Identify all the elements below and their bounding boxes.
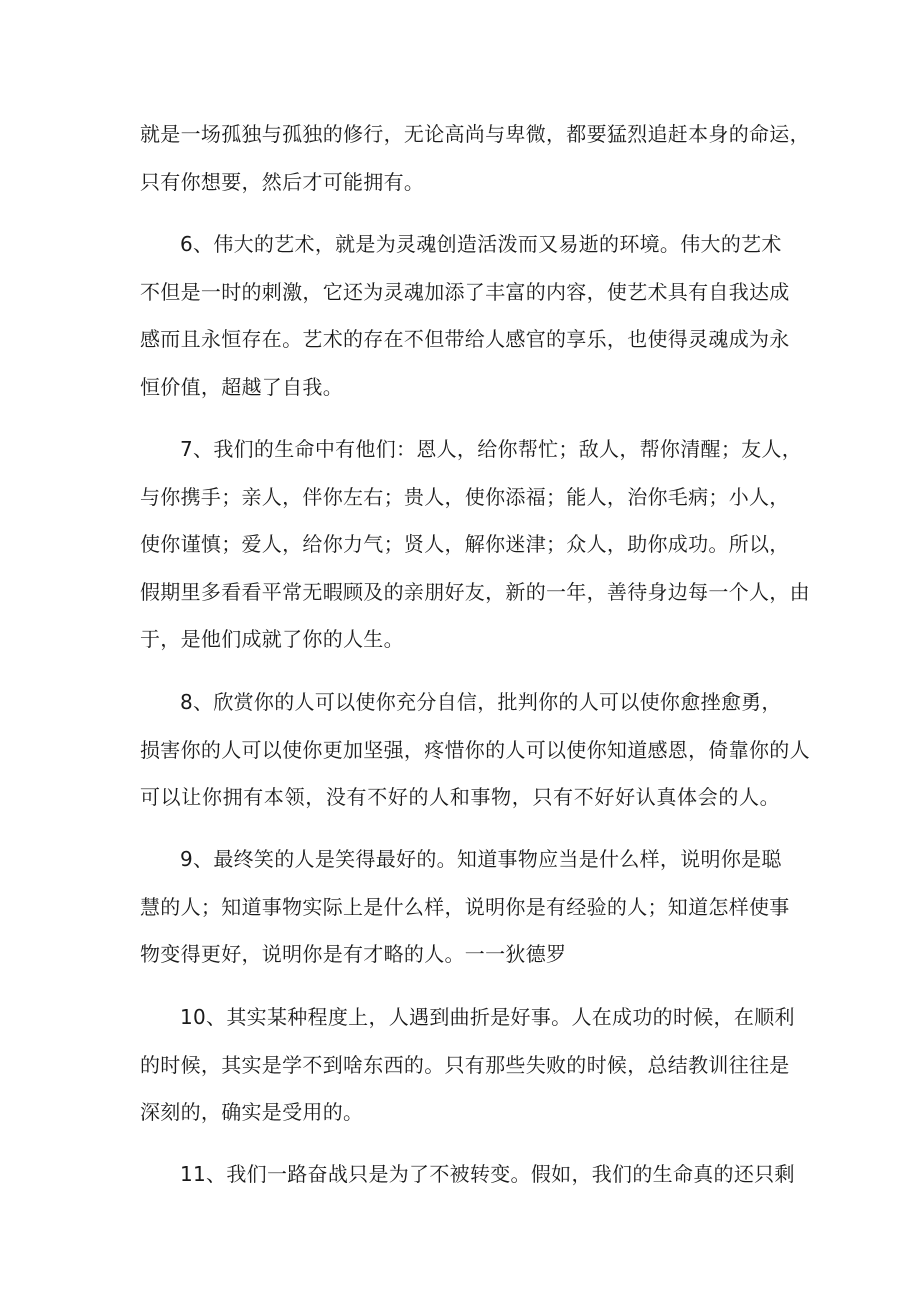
paragraph-line: 使你谨慎；爱人，给你力气；贤人，解你迷津；众人，助你成功。所以，: [140, 532, 790, 556]
paragraph-line: 可以让你拥有本领，没有不好的人和事物，只有不好好认真体会的人。: [140, 785, 780, 809]
paragraph-line: 深刻的，确实是受用的。: [140, 1100, 364, 1124]
paragraph-line: 7、我们的生命中有他们：恩人，给你帮忙；敌人，帮你清醒；友人，: [180, 437, 803, 461]
paragraph-line: 的时候，其实是学不到啥东西的。只有那些失败的时候，总结教训往往是: [140, 1053, 790, 1077]
paragraph-line: 就是一场孤独与孤独的修行，无论高尚与卑微，都要猛烈追赶本身的命运，: [140, 122, 810, 146]
paragraph-line: 8、欣赏你的人可以使你充分自信，批判你的人可以使你愈挫愈勇，: [180, 690, 782, 714]
paragraph-line: 不但是一时的刺激，它还为灵魂加添了丰富的内容，使艺术具有自我达成: [140, 280, 790, 304]
paragraph-line: 慧的人；知道事物实际上是什么样，说明你是有经验的人；知道怎样使事: [140, 895, 790, 919]
paragraph-line: 感而且永恒存在。艺术的存在不但带给人感官的享乐，也使得灵魂成为永: [140, 327, 790, 351]
paragraph-line: 损害你的人可以使你更加坚强，疼惜你的人可以使你知道感恩，倚靠你的人: [140, 738, 810, 762]
paragraph-line: 10、其实某种程度上，人遇到曲折是好事。人在成功的时候，在顺利: [180, 1005, 795, 1029]
paragraph-line: 6、伟大的艺术，就是为灵魂创造活泼而又易逝的环境。伟大的艺术: [180, 232, 782, 256]
paragraph-line: 恒价值，超越了自我。: [140, 375, 343, 399]
paragraph-line: 与你携手；亲人，伴你左右；贵人，使你添福；能人，治你毛病；小人，: [140, 485, 790, 509]
paragraph-line: 假期里多看看平常无暇顾及的亲朋好友，新的一年，善待身边每一个人，由: [140, 580, 810, 604]
paragraph-line: 9、最终笑的人是笑得最好的。知道事物应当是什么样，说明你是聪: [180, 847, 782, 871]
paragraph-line: 于，是他们成就了你的人生。: [140, 627, 404, 651]
paragraph-line: 只有你想要，然后才可能拥有。: [140, 170, 425, 194]
paragraph-line: 物变得更好，说明你是有才略的人。一一狄德罗: [140, 942, 567, 966]
paragraph-line: 11、我们一路奋战只是为了不被转变。假如，我们的生命真的还只剩: [180, 1162, 795, 1186]
